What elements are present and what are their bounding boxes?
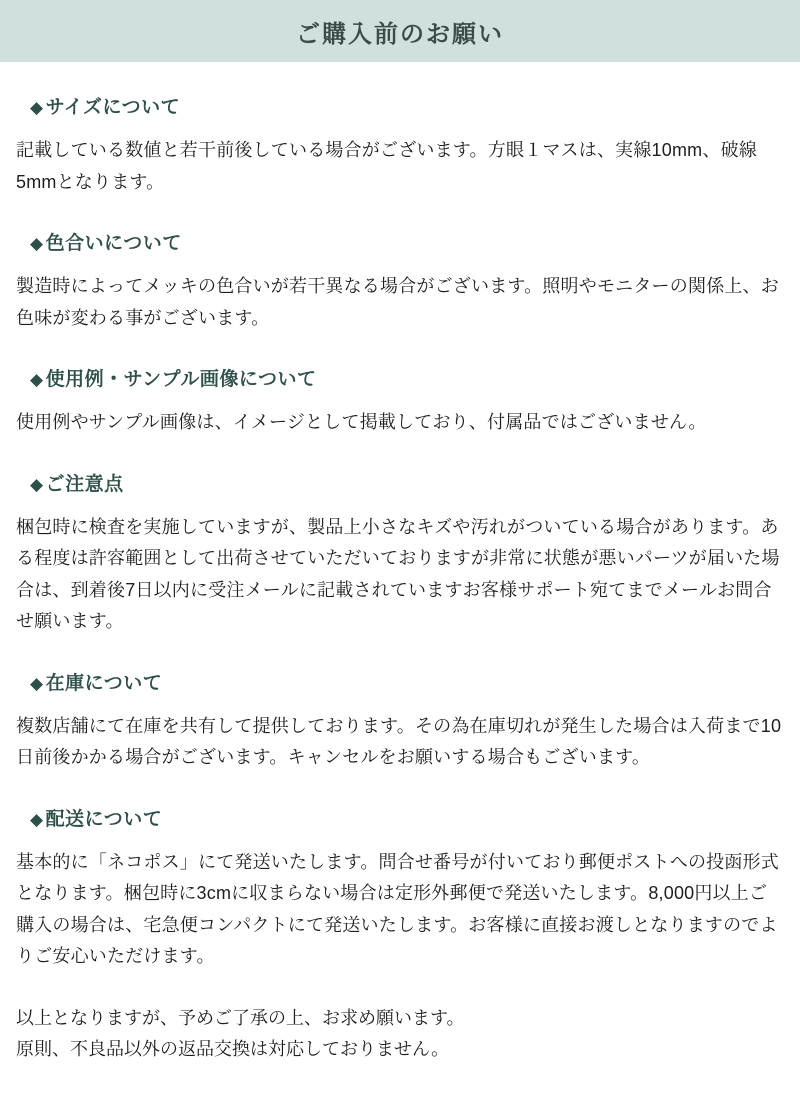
bottom-spacer [16, 1066, 784, 1074]
section-heading-color [30, 228, 784, 255]
section-heading-size-label: サイズについて [45, 97, 181, 118]
section-heading-stock [30, 668, 784, 695]
section-heading-cautions [30, 469, 784, 496]
paragraph: 基本的に「ネコポス」にて発送いたします。問合せ番号が付いており郵便ポストへの投函形式となります。梱包時に3cmに収まらない場合は定形外郵便で発送いたします。8,000円以上ご購入の場合は、宅急便コンパクトにて発送いたします。お客様に直接お渡しとなりますのでよりご安心いただけます。 [16, 851, 779, 966]
closing-line-1: 以上となりますが、予めご了承の上、お求め願います。 [16, 1007, 465, 1028]
section-shipping [16, 804, 784, 973]
closing-line-2: 原則、不良品以外の返品交換は対応しておりません。 [16, 1039, 450, 1059]
diamond-bullet-icon: ◆ [30, 98, 44, 117]
section-body-stock [16, 711, 784, 774]
diamond-bullet-icon: ◆ [30, 673, 44, 693]
section-heading-sample-images [30, 364, 784, 391]
paragraph: 梱包時に検査を実施していますが、製品上小さなキズや汚れがついている場合があります。ある程度は許容範囲として出荷させていただいておりますが非常に状態が悪いパーツが届いた場合は、到着後7日以内に受注メールに記載されていますお客様サポート宛てまでメールお問合せ願います。 [16, 516, 780, 631]
section-heading-shipping-label: 配送について [45, 808, 163, 830]
section-body-sample-images [16, 407, 784, 439]
closing-note [16, 1003, 784, 1066]
section-cautions [16, 469, 784, 638]
section-heading-shipping [30, 804, 784, 831]
diamond-bullet-icon: ◆ [30, 234, 44, 253]
paragraph: 使用例やサンプル画像は、イメージとして掲載しており、付属品ではございません。 [16, 412, 707, 432]
section-heading-color-label: 色合いについて [45, 233, 182, 254]
paragraph: 製造時によってメッキの色合いが若干異なる場合がございます。照明やモニターの関係上、お色味が変わる事がございます。 [16, 276, 779, 328]
diamond-bullet-icon: ◆ [30, 809, 44, 829]
section-stock [16, 668, 784, 774]
section-color [16, 228, 784, 334]
section-heading-sample-images-label: 使用例・サンプル画像について [45, 369, 317, 390]
paragraph: 複数店舗にて在庫を共有して提供しております。その為在庫切れが発生した場合は入荷まで10日前後かかる場合がございます。キャンセルをお願いする場合もございます。 [16, 715, 782, 767]
section-body-shipping [16, 847, 784, 973]
notice-content [0, 92, 800, 1088]
section-sample-images [16, 364, 784, 439]
section-heading-cautions-label: ご注意点 [45, 473, 124, 495]
paragraph: 記載している数値と若干前後している場合がございます。方眼１マスは、実線10mm、破線5mmとなります。 [16, 140, 757, 192]
section-size [16, 92, 784, 198]
section-heading-size [30, 92, 784, 119]
section-body-color [16, 271, 784, 334]
page-title: ご購入前のお願い [296, 20, 504, 48]
section-heading-stock-label: 在庫について [45, 672, 163, 694]
diamond-bullet-icon: ◆ [30, 370, 44, 389]
diamond-bullet-icon: ◆ [30, 474, 44, 494]
section-body-cautions [16, 512, 784, 638]
section-body-size [16, 135, 784, 198]
page-header-band [0, 0, 800, 62]
